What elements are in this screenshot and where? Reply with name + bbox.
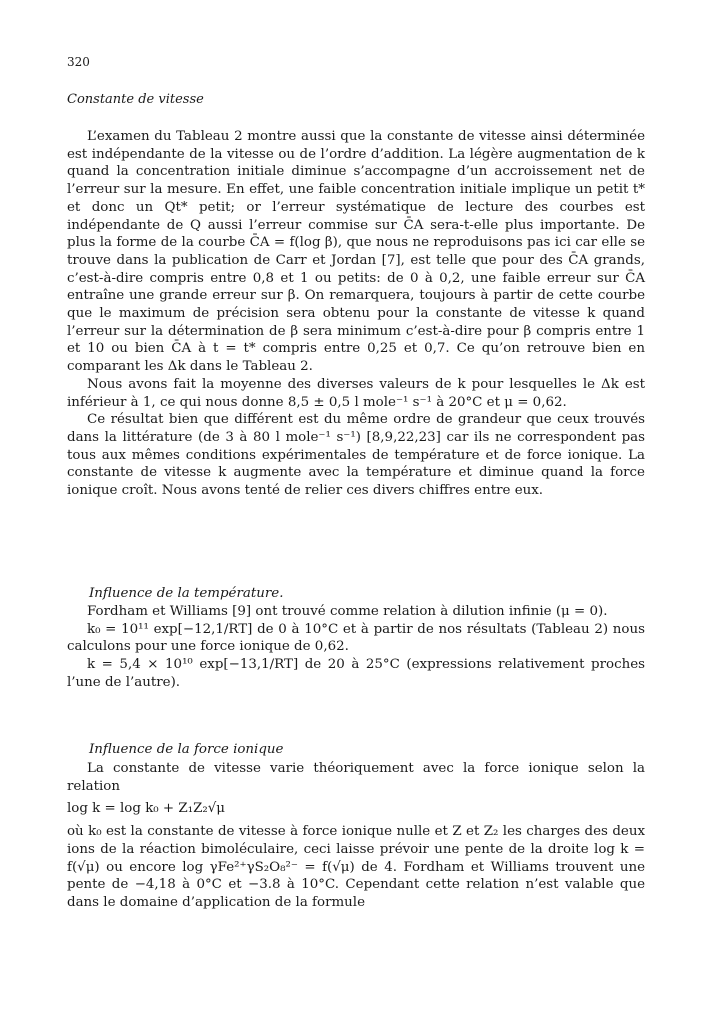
text-block-temperature bbox=[67, 603, 645, 692]
section-title: Constante de vitesse bbox=[67, 92, 204, 107]
paragraph: La constante de vitesse varie théoriquement avec la force ionique selon la relation bbox=[67, 761, 645, 794]
paragraph: Ce résultat bien que différent est du même ordre de grandeur que ceux trouvés dans la littérature (de 3 à 80 l mole⁻¹ s⁻¹) [8,9,22,23] car ils ne correspondent pas tous aux mêmes conditions expérimentales de température et de force ionique. La constante de vitesse k augmente avec la température et diminue quand la force ionique croît. Nous avons tenté de relier ces divers chiffres entre eux. bbox=[67, 412, 645, 499]
paragraph: k₀ = 10¹¹ exp[−12,1/RT] de 0 à 10°C et à partir de nos résultats (Tableau 2) nous calculons pour une force ionique de 0,62. bbox=[67, 621, 645, 655]
text-block-rate-constant bbox=[67, 128, 645, 500]
text-block-ionic-strength bbox=[67, 760, 645, 912]
paragraph: k = 5,4 × 10¹⁰ exp[−13,1/RT] de 20 à 25°C (expressions relativement proches l’une de l’autre). bbox=[67, 657, 645, 690]
page-number: 320 bbox=[67, 55, 90, 69]
paragraph: L’examen du Tableau 2 montre aussi que la constante de vitesse ainsi déterminée est indépendante de la vitesse ou de l’ordre d’addition. La légère augmentation de k quand la concentration initiale diminue s’accompagne d’un accroissement net de l’erreur sur la mesure. En effet, une faible concentration initiale implique un petit t* et donc un Qt* petit; or l’erreur systématique de lecture des courbes est indépendante de Q aussi l’erreur commise sur C̄A sera-t-elle plus importante. De plus la forme de la courbe C̄A = f(log β), que nous ne reproduisons pas ici car elle se trouve dans la publication de Carr et Jordan [7], est telle que pour des C̄A grands, c’est-à-dire compris entre 0,8 et 1 ou petits: de 0 à 0,2, une faible erreur sur C̄A entraîne une grande erreur sur β. On remarquera, toujours à partir de cette courbe que le maximum de précision sera obtenu pour la constante de vitesse k quand l’erreur sur la détermination de β sera minimum c’est-à-dire pour β compris entre 1 et 10 ou bien C̄A à t = t* compris entre 0,25 et 0,7. Ce qu’on retrouve bien en comparant les Δk dans le Tableau 2. bbox=[67, 129, 645, 375]
paragraph: Fordham et Williams [9] ont trouvé comme relation à dilution infinie (μ = 0). bbox=[87, 604, 608, 619]
formula: log k = log k₀ + Z₁Z₂√μ bbox=[67, 801, 225, 817]
subsection-heading-temperature: Influence de la température. bbox=[89, 586, 284, 601]
paragraph: Nous avons fait la moyenne des diverses valeurs de k pour lesquelles le Δk est inférieur à 1, ce qui nous donne 8,5 ± 0,5 l mole⁻¹ s⁻¹ à 20°C et μ = 0,62. bbox=[67, 376, 645, 410]
paragraph: où k₀ est la constante de vitesse à force ionique nulle et Z et Z₂ les charges des deux ions de la réaction bimoléculaire, ceci laisse prévoir une pente de la droite log k = f(√μ) ou encore log γFe²⁺γS₂O₈²⁻ = f(√μ) de 4. Fordham et Williams trouvent une pente de −4,18 à 0°C et −3.8 à 10°C. Cependant cette relation n’est valable que dans le domaine d’application de la formule bbox=[67, 824, 645, 910]
subsection-heading-ionic-strength: Influence de la force ionique bbox=[89, 742, 284, 757]
